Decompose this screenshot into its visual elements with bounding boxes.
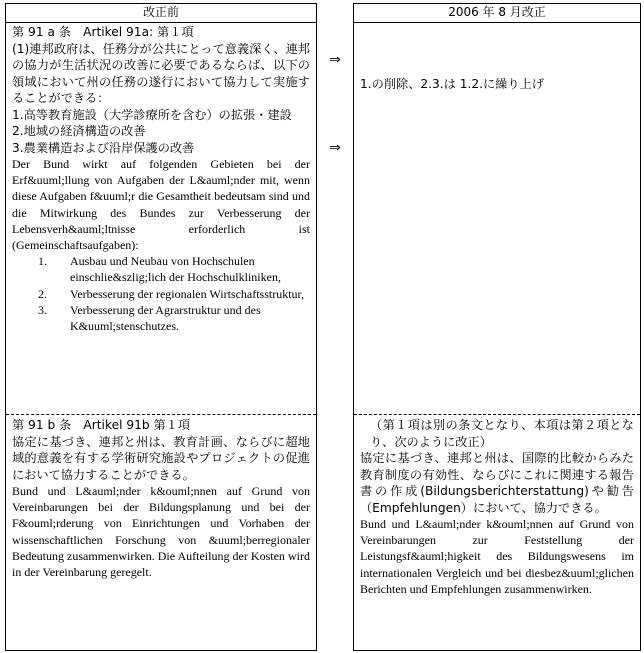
article-91a-de-item [12,302,310,334]
article-91a-de-text: Der Bund wirkt auf folgenden Gebieten bei der Erf&uuml;llung von Aufgaben der L&auml;nder mit, wenn diese Aufgaben f&uuml;r die Gesamtheit bedeutsam sind und die Mitwirkung des Bundes zur Verbesserung der Lebensverh&auml;ltnisse erforderlich ist (Gemeinschaftsaufgaben): [12,157,310,253]
article-91a-jp-item: 1.高等教育施設（大学診療所を含む）の拡張・建設 [12,107,292,122]
article-91a-jp-item: 3.農業構造および沿岸保護の改善 [12,140,195,155]
right-section-91b [354,417,640,597]
article-91a-de-item [12,286,310,302]
left-section-divider [6,414,316,415]
article-91a-heading: 第 91 a 条 Artikel 91a: 第１項 [12,25,194,39]
amended-91b-de-text: Bund und L&auml;nder k&ouml;nnen auf Grund von Vereinbarungen zur Feststellung der Leistungsf&auml;higkeit des Bildungswesens im internationalen Vergleich und bei diesbez&uuml;glichen Berichten und Empfehlungen zusammenwirken. [360,517,634,596]
item-text: Verbesserung der Agrarstruktur und des K&uuml;stenschutzes. [70,302,261,334]
left-section-91a [6,24,316,334]
right-column [353,3,641,651]
amended-91b-jp-text: 協定に基づき、連邦と州は、国際的比較からみた教育制度の有効性、ならびにこれに関連する報告書の作成(Bildungsberichterstattung)や勧告（Empfehlungen）において、協力できる。 [360,451,634,515]
item-number: 2. [38,286,47,301]
left-column-header: 改正前 [6,4,316,23]
amendment-note-91a: 1.の削除、2.3.は 1.2.に繰り上げ [360,77,544,91]
article-91b-jp-text: 協定に基づき、連邦と州は、教育計画、ならびに超地域的意義を有する学術研究施設やプロジェクトの促進において協力することができる。 [12,434,310,482]
right-column-header: 2006 年 8 月改正 [354,4,640,23]
item-number: 1. [38,254,47,269]
left-column [5,3,317,651]
right-section-91a [354,76,640,93]
right-section-divider [354,414,640,415]
item-text: Verbesserung der regionalen Wirtschaftsstruktur, [70,286,305,301]
amendment-note-91b: （第１項は別の条文となり、本項は第２項となり、次のように改正） [370,418,634,449]
change-arrow: ⇒ [329,52,341,68]
article-91b-de-text: Bund und L&auml;nder k&ouml;nnen auf Grund von Vereinbarungen bei der Bildungsplanung und bei der F&ouml;rderung von Einrichtungen und Vorhaben der wissenschaftlichen Forschung von &uuml;berregionaler Bedeutung zusammenwirken. Die Aufteilung der Kosten wird in der Vereinbarung geregelt. [12,484,310,580]
article-91b-heading: 第 91 b 条 Artikel 91b 第１項 [12,418,191,432]
change-arrow: ⇒ [329,140,341,156]
article-91a-jp-item: 2.地域の経済構造の改善 [12,124,146,138]
article-91a-de-item [12,253,310,285]
item-number: 3. [38,302,47,317]
article-91a-jp-text: (1)連邦政府は、任務分が公共にとって意義深く、連邦の協力が生活状況の改善に必要であるならば、以下の領域において州の任務の遂行において協力して実施することができる： [12,41,310,105]
item-text: Ausbau und Neubau von Hochschulen einschlie&szlig;lich der Hochschulkliniken, [70,254,281,285]
left-section-91b [6,417,316,580]
